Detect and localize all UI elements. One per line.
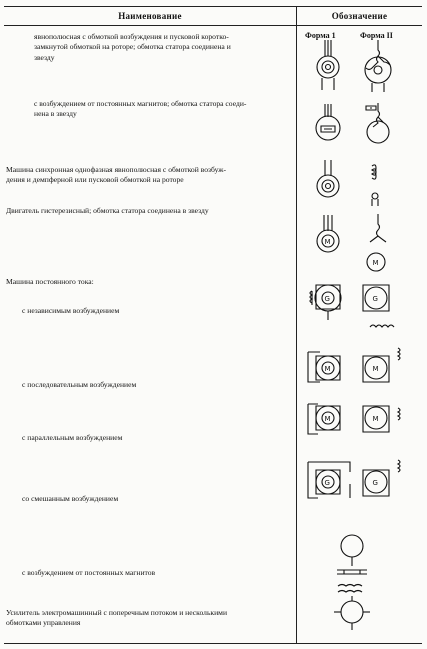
row-10-line-1: с возбуждением от постоянных магнитов xyxy=(22,568,156,577)
hysteresis-form2-letter: M xyxy=(372,259,379,267)
dc-parallel-excitation-form1-symbol xyxy=(308,404,340,434)
row-4-line-1: Двигатель гистерезисный; обмотка статора соединена в звезду xyxy=(6,206,209,215)
single-phase-sync-form2-symbol xyxy=(372,165,378,206)
sync-machine-pm-form1-symbol xyxy=(316,104,340,140)
amplidyne-symbol xyxy=(334,585,370,631)
dc-compound-form1-letter: G xyxy=(324,479,330,487)
row-7-description xyxy=(22,380,292,390)
dc-separate-form2-letter: G xyxy=(372,295,378,303)
dc-series-excitation-form1-symbol xyxy=(308,352,340,382)
dc-parallel-form2-letter: M xyxy=(372,415,379,423)
dc-compound-excitation-form1-symbol xyxy=(308,462,350,498)
form-2-label: Форма II xyxy=(360,31,393,40)
row-10-description xyxy=(22,568,292,578)
dc-separate-excitation-form2-symbol xyxy=(363,285,394,327)
name-column-header: Наименование xyxy=(118,11,182,21)
row-9-line-1: со смешанным возбуждением xyxy=(22,494,119,503)
dc-separate-form1-letter: G xyxy=(324,295,330,303)
dc-compound-excitation-form2-symbol xyxy=(363,460,400,496)
dc-series-excitation-form2-symbol xyxy=(363,348,400,382)
row-1-line-2: замкнутой обмоткой на роторе; обмотка статора соединена и xyxy=(34,42,231,52)
single-phase-sync-form1-symbol xyxy=(317,160,339,197)
row-11-line-2: обмотками управления xyxy=(6,618,81,628)
row-6-description xyxy=(22,306,292,316)
row-2-line-1: с возбуждением от постоянных магнитов; обмотка статора соеди- xyxy=(34,99,247,108)
dc-series-form2-letter: M xyxy=(372,365,379,373)
row-8-line-1: с параллельным возбуждением xyxy=(22,433,123,442)
dc-compound-form2-letter: G xyxy=(372,479,378,487)
sync-machine-excitation-form1-symbol xyxy=(317,40,339,90)
row-11-description xyxy=(6,608,294,629)
row-1-line-3: звезду xyxy=(34,52,55,62)
bottom-border xyxy=(4,643,422,644)
dc-separate-excitation-form1-symbol xyxy=(310,285,341,320)
sync-machine-pm-form2-symbol xyxy=(366,103,389,143)
hysteresis-motor-form2-symbol xyxy=(367,214,386,271)
dc-parallel-excitation-form2-symbol xyxy=(363,406,400,432)
row-6-line-1: с независимым возбуждением xyxy=(22,306,120,315)
sync-machine-excitation-form2-symbol xyxy=(365,40,391,92)
row-5-heading xyxy=(6,277,294,287)
dc-series-form1-letter: M xyxy=(324,365,331,373)
symbols-column xyxy=(300,0,424,643)
column-divider xyxy=(296,6,297,643)
row-5-line-1: Машина постоянного тока: xyxy=(6,277,94,286)
row-3-line-1: Машина синхронная однофазная явнополюсная с обмоткой возбуж- xyxy=(6,165,227,174)
dc-parallel-form1-letter: M xyxy=(324,415,331,423)
row-4-description xyxy=(6,206,294,216)
hysteresis-motor-form1-symbol xyxy=(317,215,339,252)
row-3-line-2: дения и демпферной или пусковой обмоткой на роторе xyxy=(6,175,184,185)
row-2-line-2: нена в звезду xyxy=(34,109,77,119)
form-1-label: Форма 1 xyxy=(305,31,336,40)
row-3-description xyxy=(6,165,294,186)
row-2-description xyxy=(34,99,294,120)
row-9-description xyxy=(22,494,292,504)
row-1-description xyxy=(34,32,294,63)
hysteresis-form1-letter: M xyxy=(324,238,331,246)
row-8-description xyxy=(22,433,292,443)
dc-pm-symbol xyxy=(337,535,367,574)
row-11-line-1: Усилитель электромашинный с поперечным потоком и несколькими xyxy=(6,608,228,617)
symbol-column-header: Обозначение xyxy=(331,11,388,21)
row-1-line-1: явнополюсная с обмоткой возбуждения и пусковой коротко- xyxy=(34,32,229,41)
row-7-line-1: с последовательным возбуждением xyxy=(22,380,137,389)
